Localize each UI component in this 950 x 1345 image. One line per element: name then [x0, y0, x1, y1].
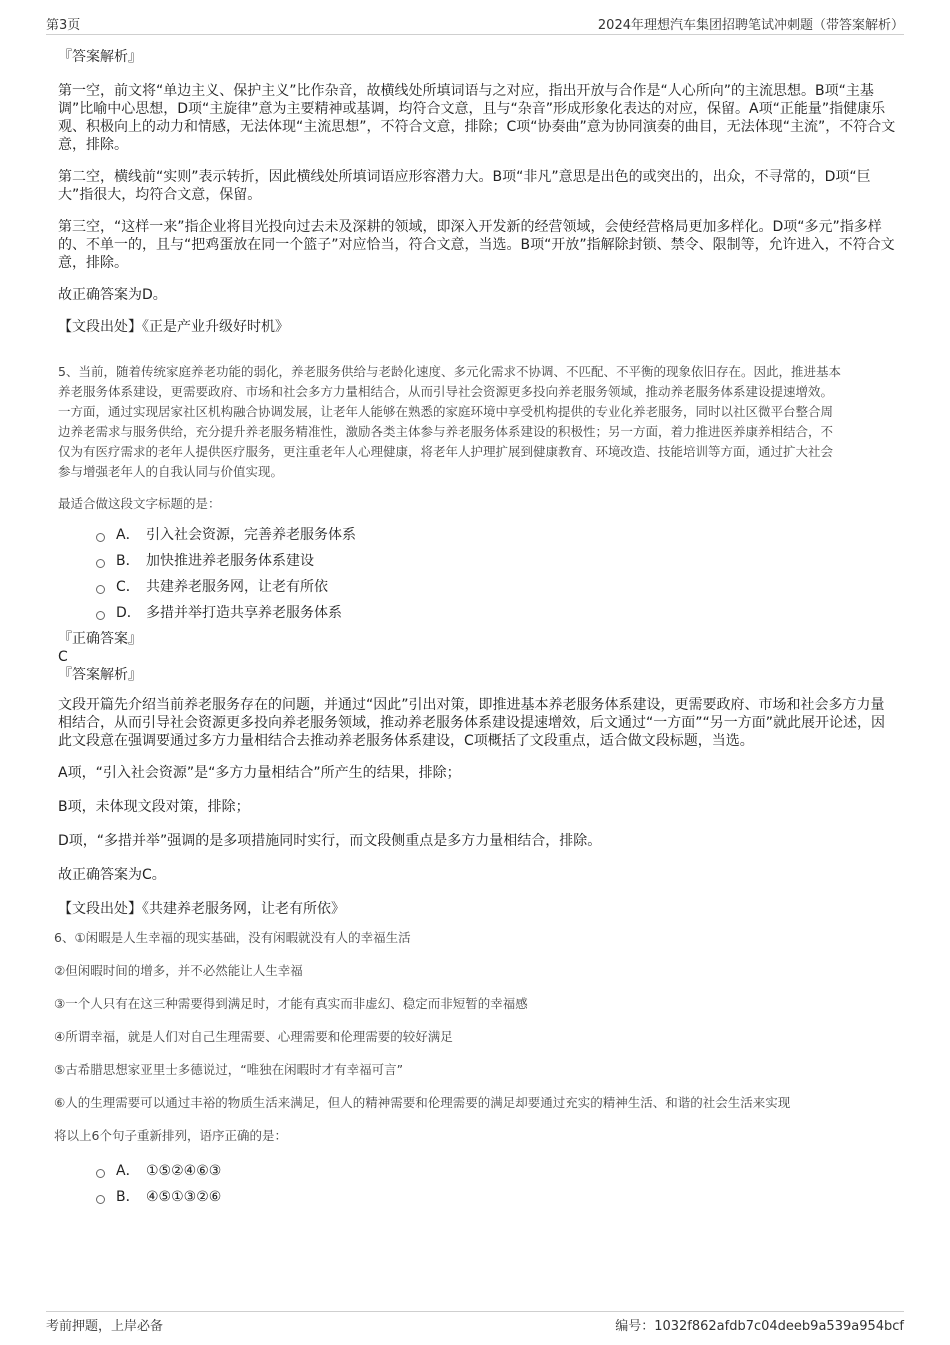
explain-paragraph: B项，未体现文段对策，排除；	[58, 799, 250, 815]
question-line: 养老服务体系建设，更需要政府、市场和社会多方力量相结合，从而引导社会资源更多投向养老服务领域，推动养老服务体系建设提速增效。	[58, 384, 834, 399]
document-title: 2024年理想汽车集团招聘笔试冲刺题（带答案解析）	[597, 18, 904, 33]
question-line: 仅为有医疗需求的老年人提供医疗服务，更注重老年人心理健康，将老年人护理扩展到健康教育、环境改造、技能培训等方面，通过扩大社会	[58, 444, 834, 459]
sentence: ④所谓幸福，就是人们对自己生理需要、心理需要和伦理需要的较好满足	[54, 1029, 453, 1044]
radio-icon[interactable]	[96, 611, 105, 620]
question-5-options	[58, 522, 898, 626]
footer-slogan: 考前押题，上岸必备	[46, 1319, 164, 1334]
option-a[interactable]: A． 引入社会资源，完善养老服务体系	[96, 522, 898, 548]
explain-conclusion: 故正确答案为C。	[58, 867, 166, 883]
explain-paragraph: 第二空，横线前“实则”表示转折，因此横线处所填词语应形容潜力大。B项“非凡”意思是出色的或突出的，出众，不寻常的，D项“巨大”指很大，均符合文意，保留。	[58, 169, 871, 203]
question-line: 边养老需求与服务供给，充分提升养老服务精准性，激励各类主体参与养老服务体系建设的积极性；另一方面，着力推进医养康养相结合，不	[58, 424, 834, 439]
source-citation: 【文段出处】《共建养老服务网，让老有所依》	[58, 901, 345, 917]
explain-paragraph: 文段开篇先介绍当前养老服务存在的问题，并通过“因此”引出对策，即推进基本养老服务体系建设，更需要政府、市场和社会多方力量相结合，从而引导社会资源更多投向养老服务领域，推动养老服务体系建设提速增效，后文通过“一方面”“另一方面”就此展开论述，因此文段意在强调要通过多方力量相结合去推动养老服务体系建设，C项概括了文段重点，适合做文段标题，当选。	[58, 697, 886, 749]
correct-answer: C	[58, 649, 68, 665]
question-line: 一方面，通过实现居家社区机构融合协调发展，让老年人能够在熟悉的家庭环境中享受机构提供的专业化养老服务，同时以社区微平台整合周	[58, 404, 834, 419]
answer-explain-heading: 『答案解析』	[58, 49, 142, 65]
sentence: 6、①闲暇是人生幸福的现实基础，没有闲暇就没有人的幸福生活	[54, 930, 411, 945]
option-b[interactable]: B． 加快推进养老服务体系建设	[96, 548, 898, 574]
option-c[interactable]: C． 共建养老服务网，让老有所依	[96, 574, 898, 600]
radio-icon[interactable]	[96, 1195, 105, 1204]
explain-paragraph: 第一空，前文将“单边主义、保护主义”比作杂音，故横线处所填词语与之对应，指出开放与合作是“人心所向”的主流思想。B项“主基调”比喻中心思想，D项“主旋律”意为主要精神或基调，均符合文意，且与“杂音”形成形象化表达的对应，保留。A项“正能量”指健康乐观、积极向上的动力和情感，无法体现“主流思想”，不符合文意，排除；C项“协奏曲”意为协同演奏的曲目，无法体现“主流”，不符合文意，排除。	[58, 83, 896, 153]
page-footer	[46, 1311, 904, 1336]
option-a[interactable]: A． ①⑤②④⑥③	[96, 1158, 898, 1184]
radio-icon[interactable]	[96, 585, 105, 594]
question-6-options	[58, 1158, 898, 1210]
question-line: 参与增强老年人的自我认同与价值实现。	[58, 464, 284, 479]
document-code: 编号：1032f862afdb7c04deeb9a539a954bcf	[615, 1319, 904, 1334]
document-body	[54, 44, 898, 1210]
question-6-prompt: 将以上6个句子重新排列，语序正确的是：	[54, 1128, 287, 1143]
page-header	[46, 12, 904, 35]
explain-paragraph: D项，“多措并举”强调的是多项措施同时实行，而文段侧重点是多方力量相结合，排除。	[58, 833, 602, 849]
explain-paragraph: 第三空，“这样一来”指企业将目光投向过去未及深耕的领域，即深入开发新的经营领域，会使经营格局更加多样化。D项“多元”指多样的、不单一的，且与“把鸡蛋放在同一个篮子”对应恰当，符合文意，当选。B项“开放”指解除封锁、禁令、限制等，允许进入，不符合文意，排除。	[58, 219, 895, 271]
sentence: ③一个人只有在这三种需要得到满足时，才能有真实而非虚幻、稳定而非短暂的幸福感	[54, 996, 528, 1011]
radio-icon[interactable]	[96, 533, 105, 542]
source-citation: 【文段出处】《正是产业升级好时机》	[58, 319, 289, 335]
question-6-text	[54, 928, 898, 1146]
question-line: 5、当前，随着传统家庭养老功能的弱化，养老服务供给与老龄化速度、多元化需求不协调、不匹配、不平衡的现象依旧存在。因此，推进基本	[58, 364, 841, 379]
option-b[interactable]: B． ④⑤①③②⑥	[96, 1184, 898, 1210]
page-number: 第3页	[46, 18, 81, 33]
answer-explain-heading: 『答案解析』	[58, 667, 142, 683]
option-d[interactable]: D． 多措并举打造共享养老服务体系	[96, 600, 898, 626]
question-5-text	[58, 362, 898, 482]
radio-icon[interactable]	[96, 1169, 105, 1178]
explain-paragraph: A项，“引入社会资源”是“多方力量相结合”所产生的结果，排除；	[58, 765, 461, 781]
question-5-prompt: 最适合做这段文字标题的是：	[58, 496, 221, 511]
sentence: ⑤古希腊思想家亚里士多德说过，“唯独在闲暇时才有幸福可言”	[54, 1062, 404, 1077]
correct-answer-heading: 『正确答案』	[58, 631, 142, 647]
sentence: ②但闲暇时间的增多，并不必然能让人生幸福	[54, 963, 303, 978]
radio-icon[interactable]	[96, 559, 105, 568]
explain-conclusion: 故正确答案为D。	[58, 287, 167, 303]
sentence: ⑥人的生理需要可以通过丰裕的物质生活来满足，但人的精神需要和伦理需要的满足却要通过充实的精神生活、和谐的社会生活来实现	[54, 1095, 791, 1110]
